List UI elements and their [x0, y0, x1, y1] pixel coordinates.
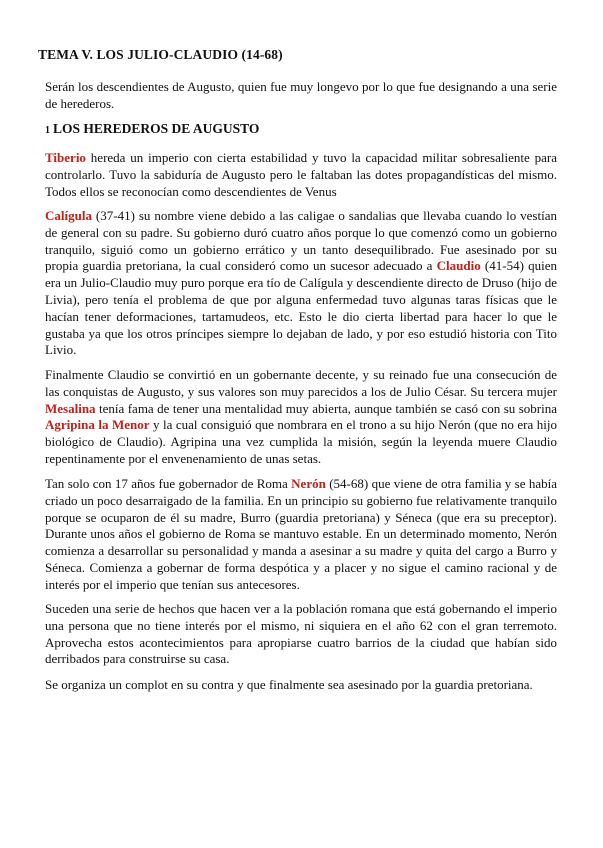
paragraph-text: Tan solo con 17 años fue gobernador de Roma — [45, 476, 292, 491]
paragraph-text: hereda un imperio con cierta estabilidad y tuvo la capacidad militar sobresaliente para controlarlo. Tuvo la sabiduría de Augusto pero le faltaban las dotes propagandísticas del mismo. Todos ellos se reconocían como descendientes de Venus — [45, 150, 557, 199]
paragraph-text: tenía fama de tener una mentalidad muy abierta, aunque también se casó con su sobrina — [95, 400, 557, 416]
paragraph-complot: Se organiza un complot en su contra y que finalmente sea asesinado por la guardia pretoriana. — [45, 677, 533, 692]
highlight-name-mesalina: Mesalina — [45, 400, 96, 416]
section-heading — [45, 121, 259, 137]
paragraph-text: y la cual consiguió que nombrara en el trono a su hijo Nerón (que no era hijo biológico de Claudio). Agripina una vez cumplida la misión, según la leyenda muere Claudio repentinamente por el envenenamiento de unas setas. — [45, 417, 557, 466]
paragraph-text: (37-41) su nombre viene debido a las caligae o sandalias que llevaba cuando lo vestían de general con su padre. Su gobierno duró cuatro años porque lo que comenzó como un gobierno tranquilo, siguió como un gobierno errático y un tanto desequilibrado. Fue asesinado por su propia guardia pretoriana, la cual consideró como un sucesor adecuado a — [45, 208, 557, 274]
paragraph-claudio — [45, 367, 557, 468]
paragraph-tiberio — [45, 150, 557, 200]
highlight-name-caligula: Calígula — [45, 208, 92, 223]
highlight-name-tiberio: Tiberio — [45, 150, 86, 165]
page-title: TEMA V. LOS JULIO-CLAUDIO (14-68) — [38, 47, 283, 62]
paragraph-text: (54-68) que viene de otra familia y se había criado un poco desarraigado de la familia. En un principio su gobierno fue relativamente tranquilo porque se ocuparon de él su madre, Burro (guardia pretoriana) y Séneca (que era su preceptor). Durante unos años el gobierno de Roma se mantuvo estable. En un determinado momento, Nerón comienza a desarrollar su personalidad y manda a asesinar a su madre y quita del cargo a Burro y Séneca. Comienza a gobernar de forma despótica y a placer y no sigue el camino racional y de interés por el imperio que tenían sus antecesores. — [45, 476, 558, 592]
highlight-name-agripina: Agripina la Menor — [45, 417, 150, 433]
section-title: LOS HEREDEROS DE AUGUSTO — [53, 121, 260, 136]
paragraph-text: (41-54) quien era un Julio-Claudio muy puro porque era tío de Calígula y descendiente directo de Druso (hijo de Livia), pero tenía el problema de que por alguna enfermedad tuvo algunas taras físicas que le hacían tener deformaciones, tartamudeos, etc. Esto le dio cierta libertad para hacer lo que le gustaba ya que los otros príncipes siempre lo dejaban de lado, y por eso estudió historia con Tito Livio. — [45, 258, 557, 358]
paragraph-neron — [45, 476, 557, 594]
highlight-name-claudio: Claudio — [436, 258, 481, 274]
intro-paragraph: Serán los descendientes de Augusto, quien fue muy longevo por lo que fue designando a una serie de herederos. — [45, 79, 557, 111]
paragraph-text: Finalmente Claudio se convirtió en un gobernante decente, y su reinado fue una consecución de las conquistas de Augusto, y sus valores son muy parecidos a los de Julio César. Su tercera mujer — [45, 367, 557, 399]
paragraph-caligula — [45, 208, 557, 359]
paragraph-hechos: Suceden una serie de hechos que hacen ver a la población romana que está gobernando el imperio una persona que no tiene interés por el mismo, ni siquiera en el año 62 con el gran terremoto. Aprovecha estos acontecimientos para apropiarse cuatro barrios de la ciudad que habían sido derribados para construirse su casa. — [45, 601, 557, 667]
highlight-name-neron: Nerón — [291, 476, 326, 491]
section-number: 1 — [45, 125, 50, 136]
